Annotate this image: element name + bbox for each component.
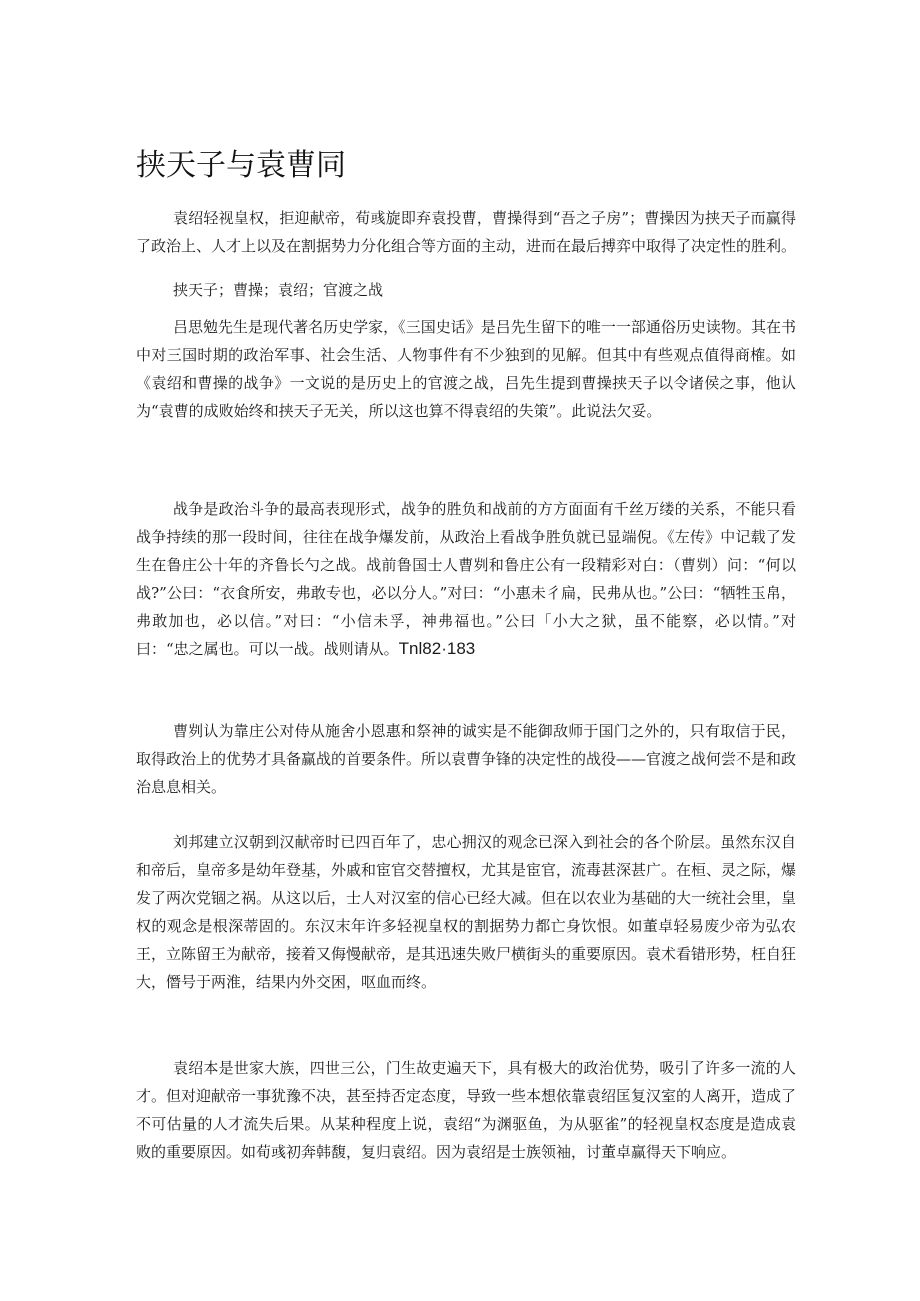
keywords-line: 挟天子；曹操；袁绍；官渡之战 — [173, 281, 384, 299]
yuanshao-paragraph: 袁绍本是世家大族，四世三公，门生故吏遍天下，具有极大的政治优势，吸引了许多一流的人才。但对迎献帝一事犹豫不决，甚至持否定态度，导致一些本想依靠袁绍匡复汉室的人离开，造成了不可估量的人才流失后果。从某种程度上说，袁绍“为渊驱鱼，为从驱雀”的轻视皇权态度是造成袁败的重要原因。如荀彧初奔韩馥，复归袁绍。因为袁绍是士族领袖，讨董卓赢得天下响应。 — [136, 1059, 797, 1161]
war-block — [136, 495, 796, 663]
caogui-block — [136, 717, 796, 801]
intro-paragraph: 吕思勉先生是现代著名历史学家，《三国史话》是吕先生留下的唯一一部通俗历史读物。其在书中对三国时期的政治军事、社会生活、人物事件有不少独到的见解。但其中有些观点值得商榷。如《袁绍和曹操的战争》一文说的是历史上的官渡之战，吕先生提到曹操挟天子以令诸侯之事，他认为“袁曹的成败始终和挟天子无关，所以这也算不得袁绍的失策”。此说法欠妥。 — [136, 318, 796, 420]
yuanshao-block — [136, 1054, 796, 1166]
citation-reference: Tnl82·183 — [398, 639, 476, 658]
intro-block — [136, 313, 796, 425]
war-paragraph — [136, 495, 796, 663]
liubang-block — [136, 828, 796, 996]
keywords-block — [136, 276, 796, 304]
abstract-paragraph: 袁绍轻视皇权，拒迎献帝，荀彧旋即弃袁投曹，曹操得到“吾之子房”；曹操因为挟天子而赢得了政治上、人才上以及在割据势力分化组合等方面的主动，进而在最后搏弈中取得了决定性的胜利。 — [136, 209, 797, 255]
liubang-paragraph: 刘邦建立汉朝到汉献帝时已四百年了，忠心拥汉的观念已深入到社会的各个阶层。虽然东汉自和帝后，皇帝多是幼年登基，外戚和宦官交替擅权，尤其是宦官，流毒甚深甚广。在桓、灵之际，爆发了两次党锢之祸。从这以后，士人对汉室的信心已经大减。但在以农业为基础的大一统社会里，皇权的观念是根深蒂固的。东汉末年许多轻视皇权的割据势力都亡身饮恨。如董卓轻易废少帝为弘农王，立陈留王为献帝，接着又侮慢献帝，是其迅速失败尸横街头的重要原因。袁术看错形势，枉自狂大，僭号于两淮，结果内外交困，呕血而终。 — [136, 833, 797, 991]
abstract-block — [136, 204, 796, 260]
war-paragraph-text: 战争是政治斗争的最高表现形式，战争的胜负和战前的方方面面有千丝万缕的关系，不能只看战争持续的那一段时间，往往在战争爆发前，从政治上看战争胜负就已显端倪。《左传》中记载了发生在鲁庄公十年的齐鲁长勺之战。战前鲁国士人曹刿和鲁庄公有一段精彩对白：（曹刿）问：“何以战?”公曰：“衣食所安，弗敢专也，必以分人。”对曰：“小惠未彳扁，民弗从也。”公曰：“牺牲玉帛，弗敢加也，必以信。”对曰：“小信未孚，神弗福也。”公曰「小大之狱，虽不能察，必以情。”对曰：“忠之属也。可以一战。战则请从。 — [136, 500, 796, 658]
document-title: 挟天子与袁曹同 — [136, 148, 346, 183]
caogui-paragraph: 曹刿认为靠庄公对侍从施舍小恩惠和祭神的诚实是不能御敌师于国门之外的，只有取信于民，取得政治上的优势才具备赢战的首要条件。所以袁曹争锋的决定性的战役——官渡之战何尝不是和政治息息相关。 — [136, 722, 797, 796]
